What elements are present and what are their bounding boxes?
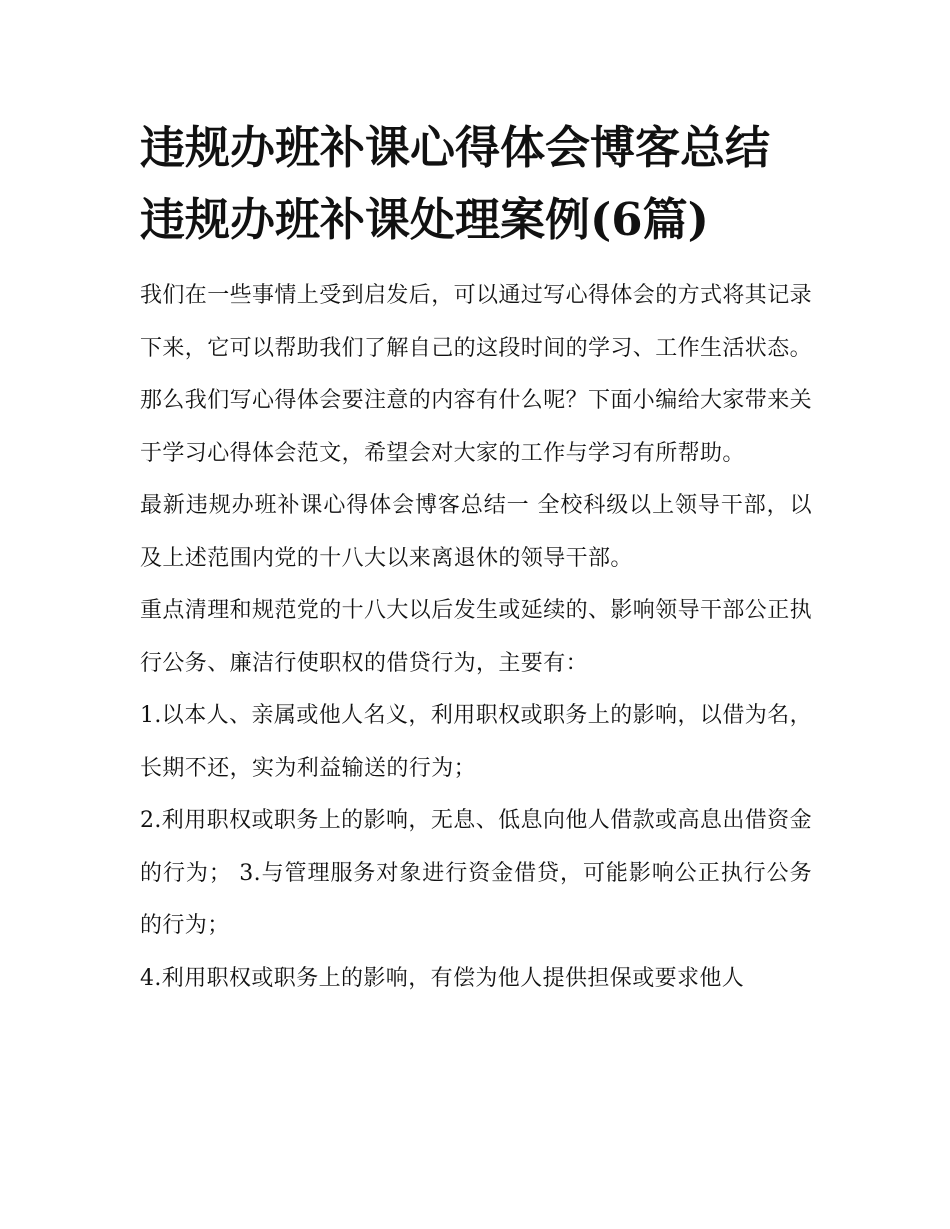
document-page [140,112,812,1005]
paragraph-item-4: 4.利用职权或职务上的影响，有偿为他人提供担保或要求他人 [140,965,745,991]
paragraph-item-1: 1.以本人、亲属或他人名义，利用职权或职务上的影响，以借为名，长期不还，实为利益输送的行为； [140,703,812,781]
paragraph-item-2-3: 2.利用职权或职务上的影响，无息、低息向他人借款或高息出借资金的行为； 3.与管理服务对象进行资金借贷，可能影响公正执行公务的行为； [140,808,812,938]
paragraph-intro: 我们在一些事情上受到启发后，可以通过写心得体会的方式将其记录下来，它可以帮助我们了解自己的这段时间的学习、工作生活状态。那么我们写心得体会要注意的内容有什么呢？下面小编给大家带来关于学习心得体会范文，希望会对大家的工作与学习有所帮助。 [140,283,813,466]
paragraph-scope: 最新违规办班补课心得体会博客总结一 全校科级以上领导干部，以及上述范围内党的十八大以来离退休的领导干部。 [140,493,812,571]
document-title: 违规办班补课心得体会博客总结 违规办班补课处理案例(6篇) [140,121,771,246]
paragraph-focus: 重点清理和规范党的十八大以后发生或延续的、影响领导干部公正执行公务、廉洁行使职权的借贷行为，主要有： [140,598,813,676]
